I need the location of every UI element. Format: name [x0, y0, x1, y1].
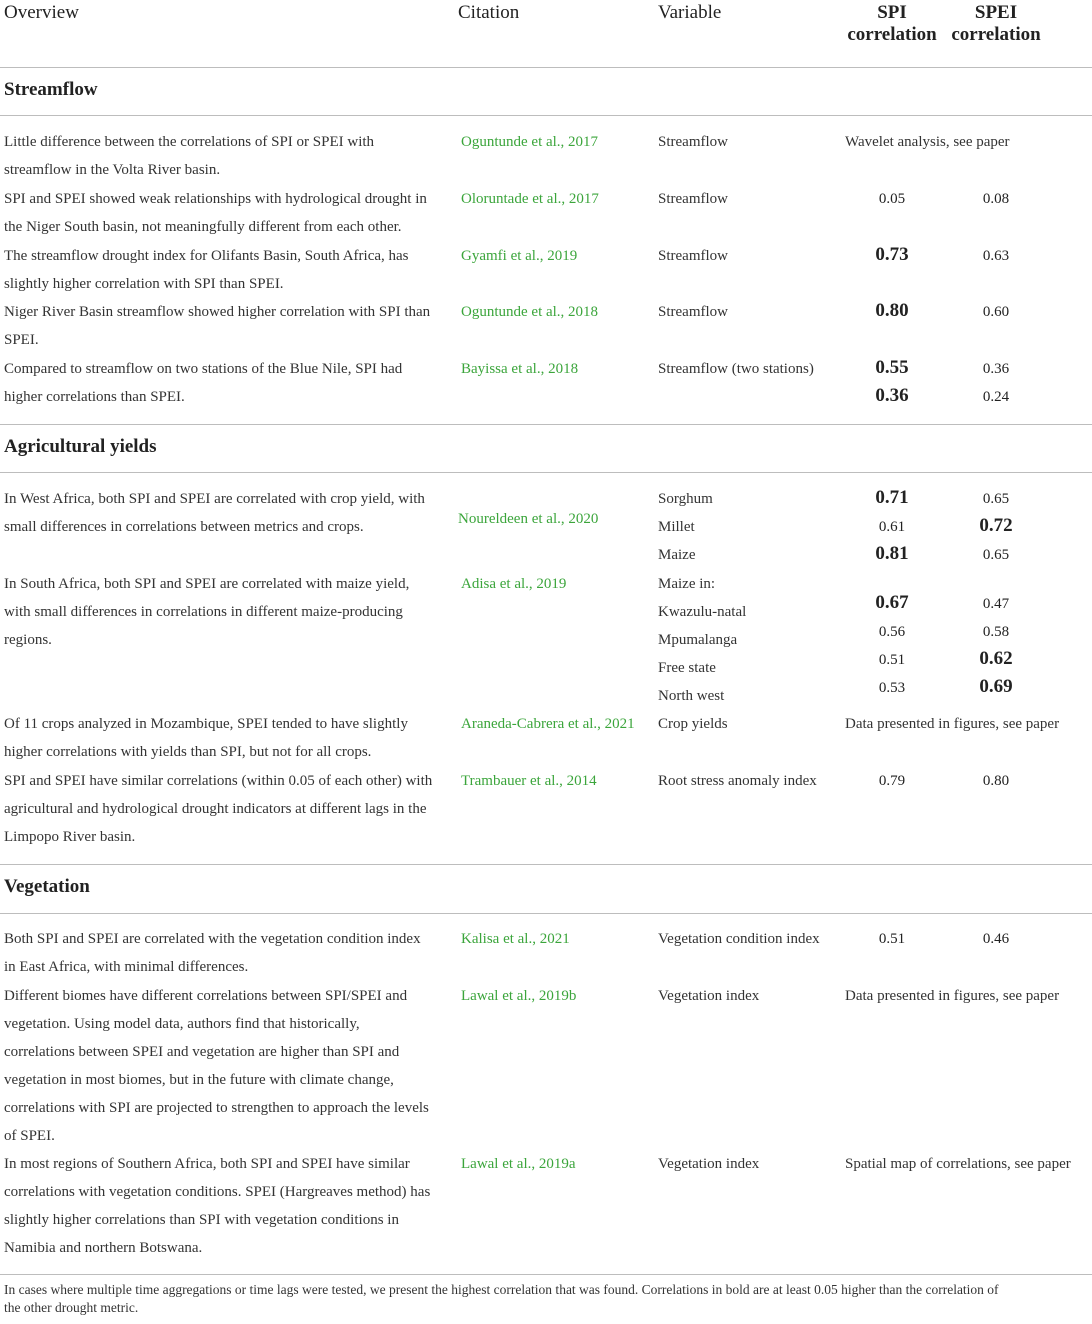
spi-value: 0.51 [878, 931, 906, 947]
variable-cell: Streamflow [658, 191, 728, 207]
citation-link[interactable]: Araneda-Cabrera et al., 2021 [461, 716, 635, 732]
footer-rule [0, 1274, 1092, 1275]
spei-value: 0.36 [982, 361, 1010, 377]
citation-link[interactable]: Oloruntade et al., 2017 [461, 191, 599, 207]
variable-cell: Streamflow [658, 304, 728, 320]
row-overview: SPI and SPEI showed weak relationships with hydrological drought in the Niger South basin, not meaningfully different from each other. [4, 191, 427, 235]
citation-link[interactable]: Oguntunde et al., 2018 [461, 304, 599, 320]
spi-value: 0.61 [878, 519, 906, 535]
column-header-spei [946, 2, 1046, 46]
section-rule [0, 115, 1092, 116]
spei-value: 0.60 [982, 304, 1010, 320]
spi-value-bold: 0.73 [875, 244, 909, 265]
variable-cell: Sorghum [658, 491, 713, 507]
row-overview: Little difference between the correlations of SPI or SPEI with streamflow in the Volta River basin. [4, 134, 375, 178]
spei-value: 0.80 [982, 773, 1010, 789]
variable-cell: Maize [658, 547, 696, 563]
header-rule [0, 67, 1092, 68]
spei-value: 0.46 [982, 931, 1010, 947]
section-rule [0, 913, 1092, 914]
spei-value: 0.47 [982, 596, 1010, 612]
citation-link[interactable]: Lawal et al., 2019a [461, 1156, 576, 1172]
spi-value: 0.53 [878, 680, 906, 696]
variable-cell: Free state [658, 660, 716, 676]
column-header-spi [842, 2, 942, 46]
variable-cell: Streamflow [658, 248, 728, 264]
spei-header-line2: correlation [951, 24, 1041, 45]
variable-cell: Vegetation index [658, 1156, 760, 1172]
section-rule [0, 472, 1092, 473]
variable-cell: Vegetation index [658, 988, 760, 1004]
variable-cell: Millet [658, 519, 695, 535]
section-title-vegetation: Vegetation [4, 876, 90, 897]
row-overview: Both SPI and SPEI are correlated with the vegetation condition index in East Africa, with minimal differences. [4, 931, 421, 975]
citation-link[interactable]: Bayissa et al., 2018 [461, 361, 579, 377]
spi-value: 0.51 [878, 652, 906, 668]
spi-value: 0.79 [878, 773, 906, 789]
row-overview: Of 11 crops analyzed in Mozambique, SPEI tended to have slightly higher correlations with yields than SPI, but not for all crops. [4, 716, 408, 760]
spei-value-bold: 0.62 [979, 648, 1013, 669]
spi-header-line2: correlation [847, 24, 937, 45]
variable-cell: Vegetation condition index [658, 931, 820, 947]
spi-value-bold: 0.67 [875, 592, 909, 613]
section-title-streamflow: Streamflow [4, 79, 98, 100]
spei-value: 0.24 [982, 389, 1010, 405]
spei-value: 0.08 [982, 191, 1010, 207]
spei-value: 0.65 [982, 547, 1010, 563]
row-overview: In South Africa, both SPI and SPEI are correlated with maize yield, with small differences in correlations in different maize-producing regions. [4, 576, 410, 648]
variable-cell: Streamflow (two stations) [658, 361, 814, 377]
column-header-overview: Overview [4, 2, 79, 23]
section-rule [0, 424, 1092, 425]
row-overview: The streamflow drought index for Olifants Basin, South Africa, has slightly higher correlation with SPI than SPEI. [4, 248, 409, 292]
spi-value-bold: 0.80 [875, 300, 909, 321]
spi-value-bold: 0.81 [875, 543, 909, 564]
citation-link[interactable]: Oguntunde et al., 2017 [461, 134, 599, 150]
row-overview: SPI and SPEI have similar correlations (within 0.05 of each other) with agricultural and hydrological drought indicators at different lags in the Limpopo River basin. [4, 773, 433, 845]
spei-value: 0.63 [982, 248, 1010, 264]
correlation-note: Spatial map of correlations, see paper [845, 1156, 1071, 1172]
row-overview: In most regions of Southern Africa, both SPI and SPEI have similar correlations with vegetation conditions. SPEI (Hargreaves method) has slightly higher correlations than SPI with vegetation conditions in Namibia and northern Botswana. [4, 1156, 431, 1256]
variable-cell: North west [658, 688, 725, 704]
spi-value: 0.56 [878, 624, 906, 640]
citation-link[interactable]: Kalisa et al., 2021 [461, 931, 570, 947]
spei-header-line1: SPEI [974, 2, 1018, 23]
column-header-citation: Citation [458, 2, 520, 23]
spi-value-bold: 0.36 [875, 385, 909, 406]
citation-link[interactable]: Trambauer et al., 2014 [461, 773, 597, 789]
section-title-agricultural: Agricultural yields [4, 436, 157, 457]
row-overview: In West Africa, both SPI and SPEI are correlated with crop yield, with small differences in correlations between metrics and crops. [4, 491, 425, 535]
section-rule [0, 864, 1092, 865]
variable-cell: Kwazulu-natal [658, 604, 747, 620]
row-overview: Niger River Basin streamflow showed higher correlation with SPI than SPEI. [4, 304, 431, 348]
citation-link[interactable]: Noureldeen et al., 2020 [458, 511, 599, 527]
spi-header-line1: SPI [877, 2, 907, 23]
spi-value-bold: 0.55 [875, 357, 909, 378]
spi-value-bold: 0.71 [875, 487, 909, 508]
correlation-note: Data presented in figures, see paper [845, 716, 1060, 732]
correlation-note: Wavelet analysis, see paper [845, 134, 1010, 150]
variable-cell: Crop yields [658, 716, 728, 732]
variable-cell: Mpumalanga [658, 632, 738, 648]
column-header-variable: Variable [658, 2, 722, 23]
spei-value: 0.65 [982, 491, 1010, 507]
spei-value-bold: 0.69 [979, 676, 1013, 697]
citation-link[interactable]: Gyamfi et al., 2019 [461, 248, 578, 264]
variable-cell: Maize in: [658, 576, 716, 592]
citation-link[interactable]: Adisa et al., 2019 [461, 576, 567, 592]
spi-value: 0.05 [878, 191, 906, 207]
row-overview: Compared to streamflow on two stations of the Blue Nile, SPI had higher correlations than SPEI. [4, 361, 403, 405]
variable-cell: Streamflow [658, 134, 728, 150]
correlation-note: Data presented in figures, see paper [845, 988, 1060, 1004]
row-overview: Different biomes have different correlations between SPI/SPEI and vegetation. Using model data, authors find that historically, correlations between SPEI and vegetation are higher than SPI and vegetation in most biomes, but in the future with climate change, correlations with SPI are projected to strengthen to approach the levels of SPEI. [4, 988, 429, 1144]
variable-cell: Root stress anomaly index [658, 773, 817, 789]
citation-link[interactable]: Lawal et al., 2019b [461, 988, 577, 1004]
table-footnote: In cases where multiple time aggregations or time lags were tested, we present the highest correlation that was found. Correlations in bold are at least 0.05 higher than the correlation of the other drought metric. [4, 1282, 999, 1315]
spei-value-bold: 0.72 [979, 515, 1013, 536]
spei-value: 0.58 [982, 624, 1010, 640]
